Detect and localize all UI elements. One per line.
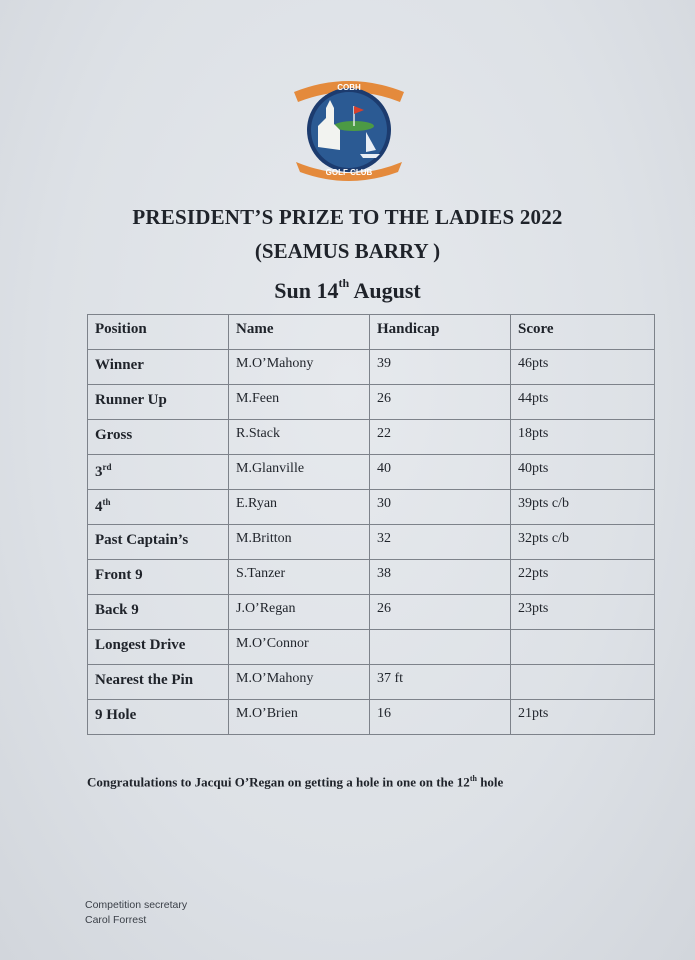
cell-position: 9 Hole (88, 700, 229, 735)
cell-handicap: 30 (370, 490, 511, 525)
table-row (88, 595, 655, 630)
cell-name: M.O’Mahony (229, 350, 370, 385)
cobh-golf-club-logo (288, 72, 410, 182)
cell-handicap (370, 630, 511, 665)
table-row (88, 630, 655, 665)
secretary-role: Competition secretary (85, 899, 188, 911)
cell-score: 39pts c/b (511, 490, 655, 525)
table-header-row (88, 315, 655, 350)
cell-score (511, 665, 655, 700)
cell-score: 44pts (511, 385, 655, 420)
page-title: PRESIDENT’S PRIZE TO THE LADIES 2022 (132, 205, 563, 229)
cell-position: Runner Up (88, 385, 229, 420)
congratulations-note: Congratulations to Jacqui O’Regan on getting a hole in one on the 12th hole (87, 774, 504, 790)
header-handicap: Handicap (370, 315, 511, 350)
secretary-name: Carol Forrest (85, 914, 147, 926)
table-row (88, 490, 655, 525)
cell-name: M.O’Brien (229, 700, 370, 735)
cell-handicap: 26 (370, 385, 511, 420)
cell-name: E.Ryan (229, 490, 370, 525)
results-table (87, 314, 655, 735)
cell-score: 23pts (511, 595, 655, 630)
table-row (88, 455, 655, 490)
secretary-block (85, 898, 187, 928)
cell-position: Winner (88, 350, 229, 385)
cell-name: R.Stack (229, 420, 370, 455)
cell-position: Back 9 (88, 595, 229, 630)
cell-handicap: 40 (370, 455, 511, 490)
table-row (88, 700, 655, 735)
table-row (88, 665, 655, 700)
logo-top-text: COBH (337, 83, 361, 92)
cell-position: Past Captain’s (88, 525, 229, 560)
logo-bottom-text: GOLF CLUB (325, 168, 373, 177)
cell-handicap: 26 (370, 595, 511, 630)
event-date: Sun 14th August (274, 276, 421, 303)
cell-handicap: 16 (370, 700, 511, 735)
header-score: Score (511, 315, 655, 350)
cell-position: Gross (88, 420, 229, 455)
cell-score: 18pts (511, 420, 655, 455)
cell-score: 40pts (511, 455, 655, 490)
table-row (88, 560, 655, 595)
table-row (88, 525, 655, 560)
cell-position: Front 9 (88, 560, 229, 595)
cell-position: Longest Drive (88, 630, 229, 665)
header-name: Name (229, 315, 370, 350)
table-row (88, 420, 655, 455)
table-row (88, 350, 655, 385)
cell-name: J.O’Regan (229, 595, 370, 630)
cell-score: 21pts (511, 700, 655, 735)
header-position: Position (88, 315, 229, 350)
cell-name: M.O’Mahony (229, 665, 370, 700)
cell-position: 4th (88, 490, 229, 525)
cell-position: Nearest the Pin (88, 665, 229, 700)
cell-score: 46pts (511, 350, 655, 385)
cell-handicap: 32 (370, 525, 511, 560)
cell-handicap: 22 (370, 420, 511, 455)
page-subtitle: (SEAMUS BARRY ) (254, 239, 441, 263)
cell-handicap: 39 (370, 350, 511, 385)
cell-handicap: 37 ft (370, 665, 511, 700)
cell-name: M.Feen (229, 385, 370, 420)
cell-name: M.Britton (229, 525, 370, 560)
cell-name: M.O’Connor (229, 630, 370, 665)
table-row (88, 385, 655, 420)
cell-name: S.Tanzer (229, 560, 370, 595)
cell-score: 22pts (511, 560, 655, 595)
cell-name: M.Glanville (229, 455, 370, 490)
cell-score: 32pts c/b (511, 525, 655, 560)
cell-handicap: 38 (370, 560, 511, 595)
cell-position: 3rd (88, 455, 229, 490)
cell-score (511, 630, 655, 665)
